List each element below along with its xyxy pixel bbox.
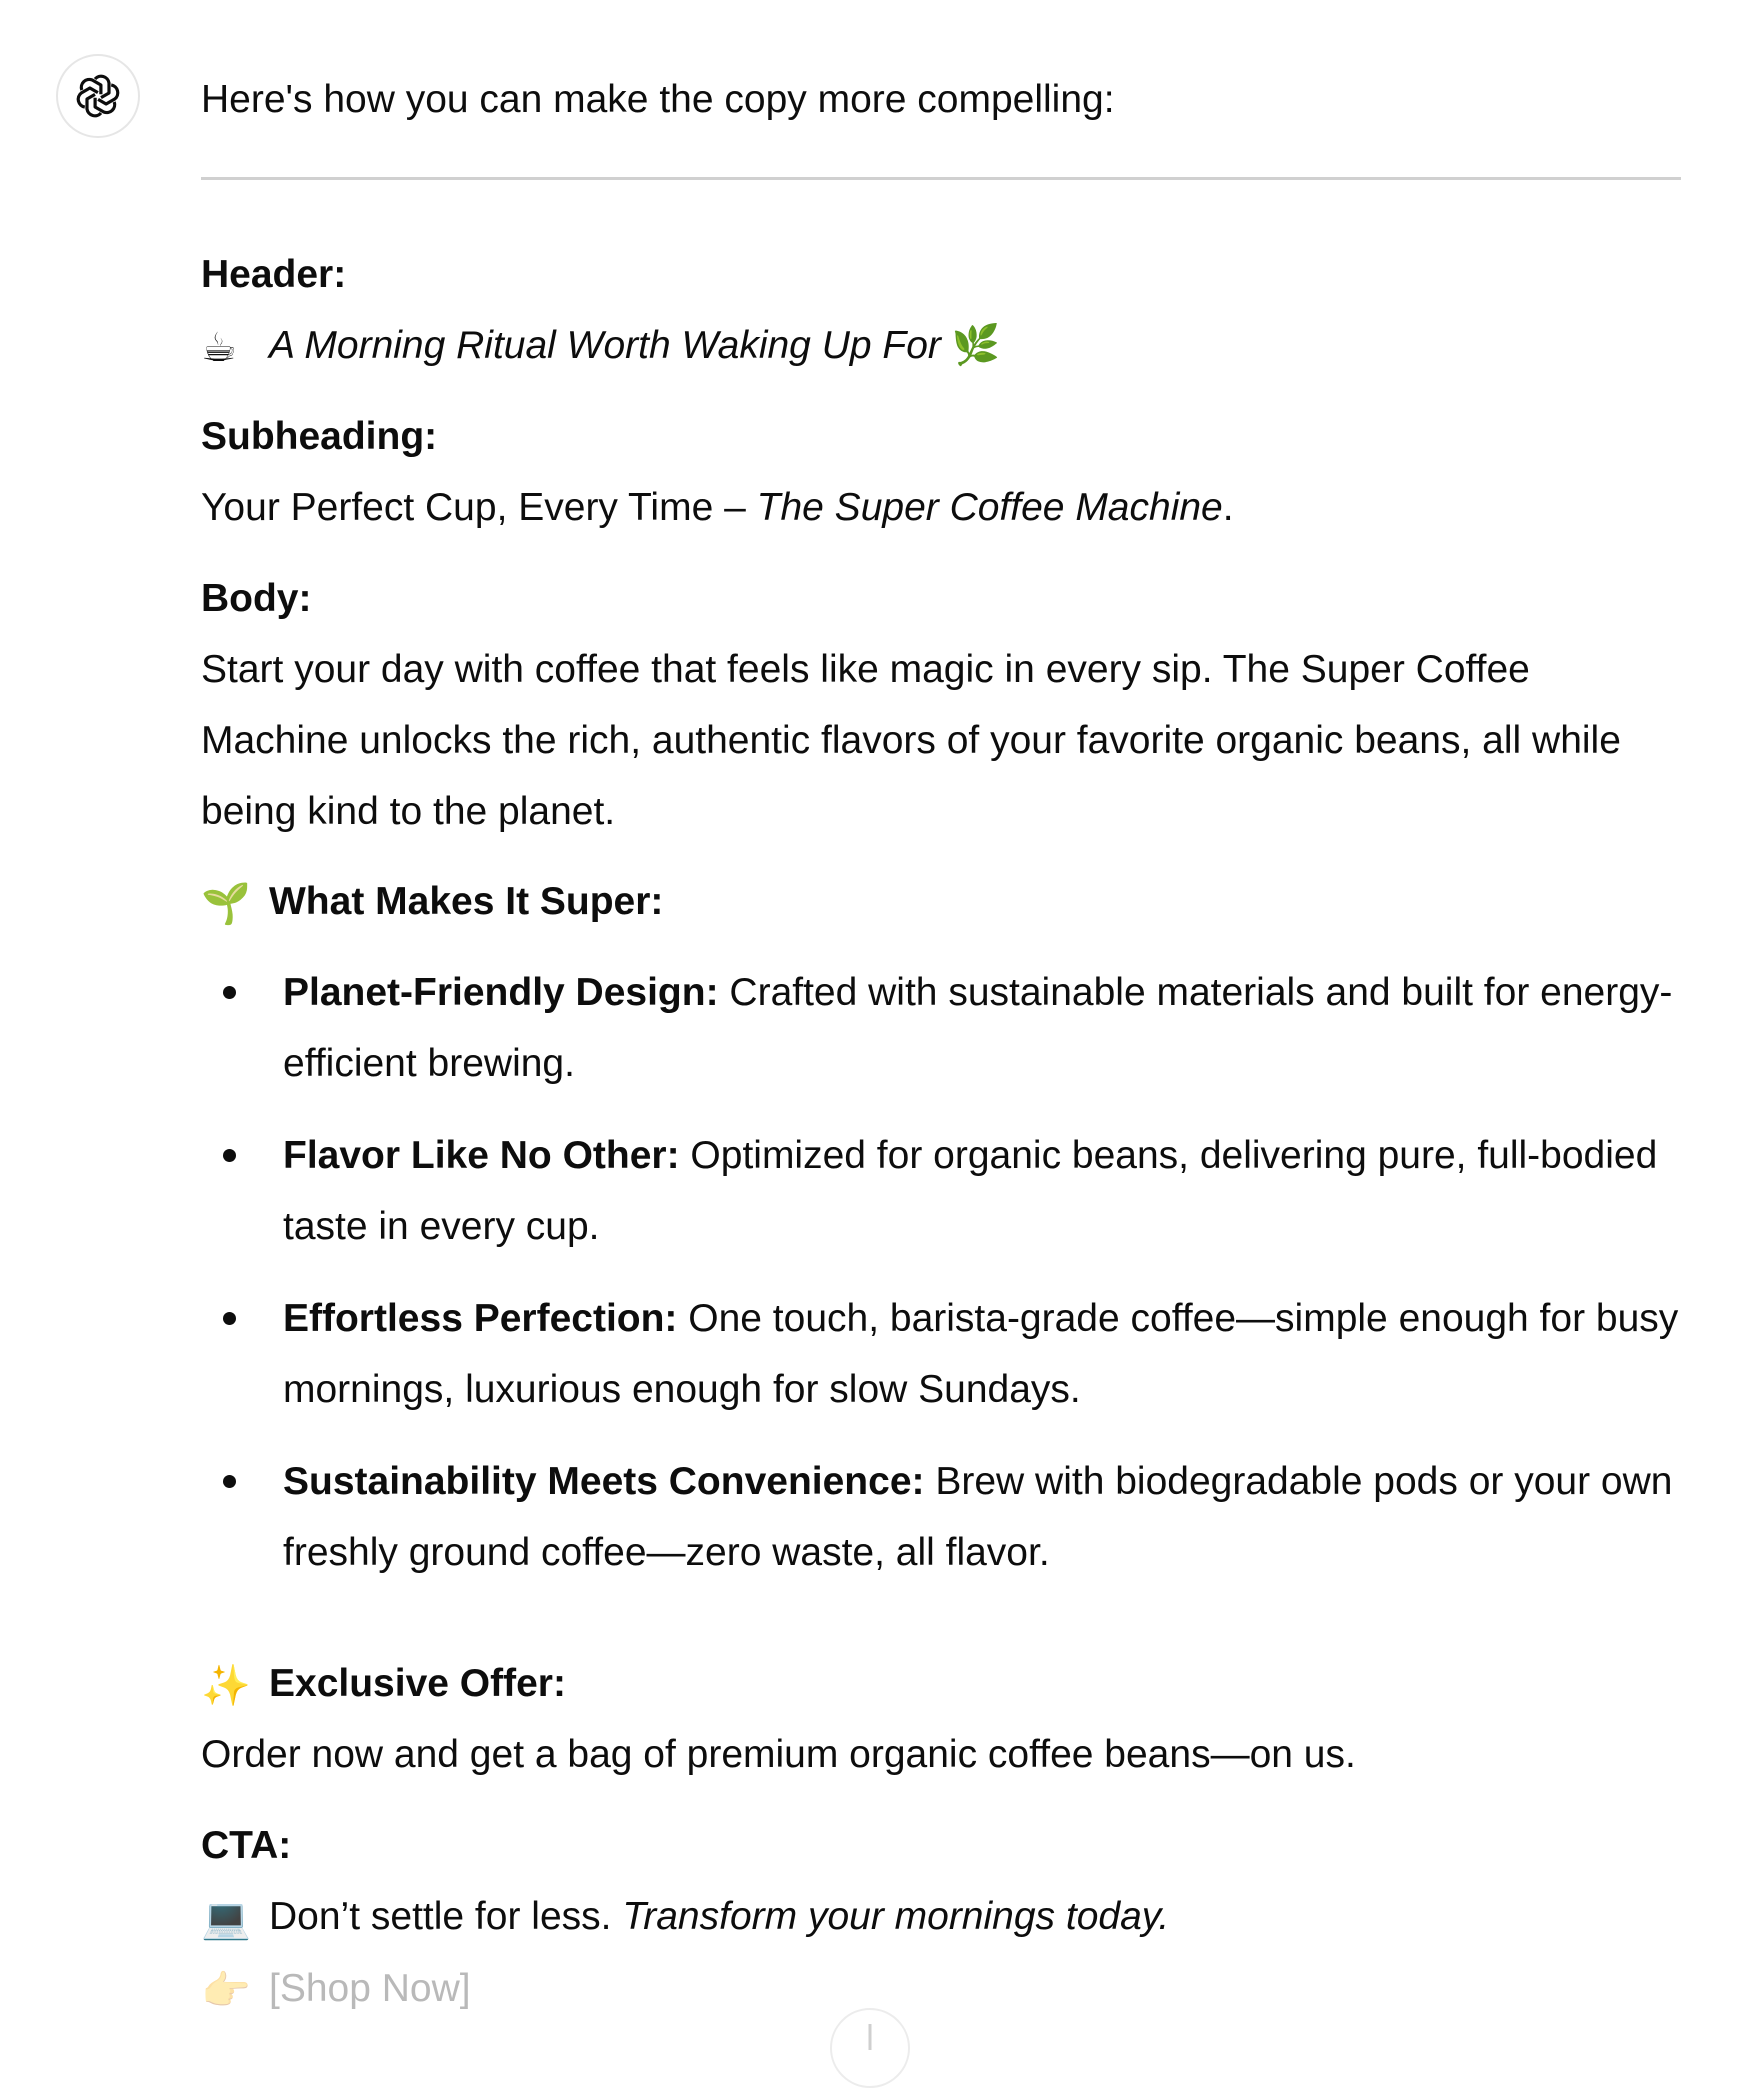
sparkles-icon: ✨ (201, 1663, 251, 1708)
features-heading (201, 867, 1681, 937)
laptop-icon: 💻 (201, 1896, 251, 1941)
feature-title: Effortless Perfection: (283, 1297, 678, 1340)
features-label: What Makes It Super: (269, 880, 664, 923)
cta-italic: Transform your mornings today. (622, 1895, 1170, 1938)
list-item (201, 957, 1681, 1099)
list-item (201, 1283, 1681, 1425)
assistant-message (201, 60, 1681, 2025)
assistant-avatar (56, 54, 140, 138)
feature-title: Planet-Friendly Design: (283, 971, 719, 1014)
feature-title: Sustainability Meets Convenience: (283, 1460, 925, 1503)
offer-heading (201, 1649, 1681, 1719)
cta-label: CTA: (201, 1824, 292, 1867)
subheading-line (201, 472, 1681, 544)
pointing-hand-icon: 👉 (201, 1968, 251, 2013)
bullet-icon (223, 1312, 236, 1325)
cta-line (201, 1881, 1681, 1953)
feature-title: Flavor Like No Other: (283, 1134, 680, 1177)
bullet-icon (223, 1475, 236, 1488)
openai-logo-icon (74, 72, 122, 120)
header-line (201, 310, 1681, 382)
header-label: Header: (201, 253, 347, 296)
bullet-icon (223, 1149, 236, 1162)
coffee-cup-icon: ☕ (201, 325, 237, 370)
bullet-icon (223, 986, 236, 999)
list-item (201, 1120, 1681, 1262)
body-label: Body: (201, 577, 312, 620)
feature-text: Crafted with sustainable materials and built for energy-efficient brewing. (283, 971, 1673, 1085)
herb-icon: 🌿 (951, 324, 1001, 367)
cta-text: Don’t settle for less. (269, 1895, 623, 1938)
feature-text: Optimized for organic beans, delivering pure, full-bodied taste in every cup. (283, 1134, 1658, 1248)
subheading-product: The Super Coffee Machine (756, 486, 1223, 529)
subheading-end: . (1222, 486, 1234, 529)
header-text: A Morning Ritual Worth Waking Up For (269, 324, 941, 367)
arrow-down-icon (832, 2010, 908, 2050)
offer-label: Exclusive Offer: (269, 1662, 566, 1705)
list-item (201, 1446, 1681, 1588)
shop-now-link[interactable]: [Shop Now] (269, 1967, 471, 2010)
divider (201, 177, 1681, 180)
body-text: Start your day with coffee that feels like magic in every sip. The Super Coffee Machine unlocks the rich, authentic flavors of your favorite organic beans, all while being kind to the planet. (201, 648, 1621, 833)
scroll-down-button[interactable] (830, 2008, 910, 2088)
feature-text: One touch, barista-grade coffee—simple enough for busy mornings, luxurious enough for slow Sundays. (283, 1297, 1679, 1411)
offer-text: Order now and get a bag of premium organic coffee beans—on us. (201, 1733, 1356, 1776)
message-intro: Here's how you can make the copy more compelling: (201, 78, 1115, 121)
subheading-label: Subheading: (201, 415, 438, 458)
seedling-icon: 🌱 (201, 881, 251, 926)
features-list (201, 957, 1681, 1588)
shop-now-line (201, 1953, 1681, 2025)
feature-text: Brew with biodegradable pods or your own freshly ground coffee—zero waste, all flavor. (283, 1460, 1673, 1574)
subheading-text: Your Perfect Cup, Every Time – (201, 486, 757, 529)
